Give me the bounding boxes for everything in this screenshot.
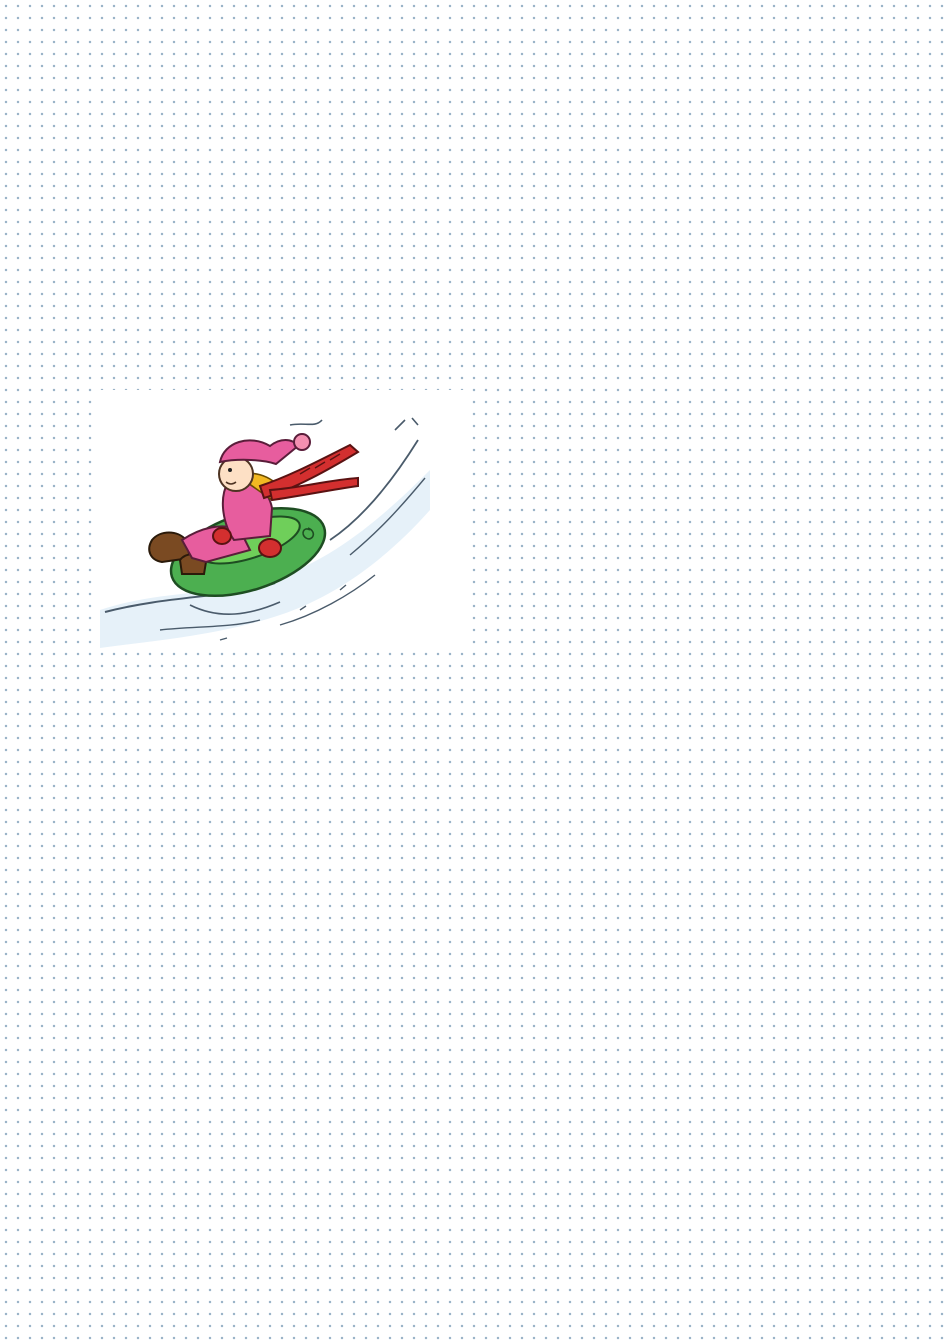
headline: [0, 150, 950, 360]
child-on-snow-tube-illustration: [100, 390, 470, 652]
